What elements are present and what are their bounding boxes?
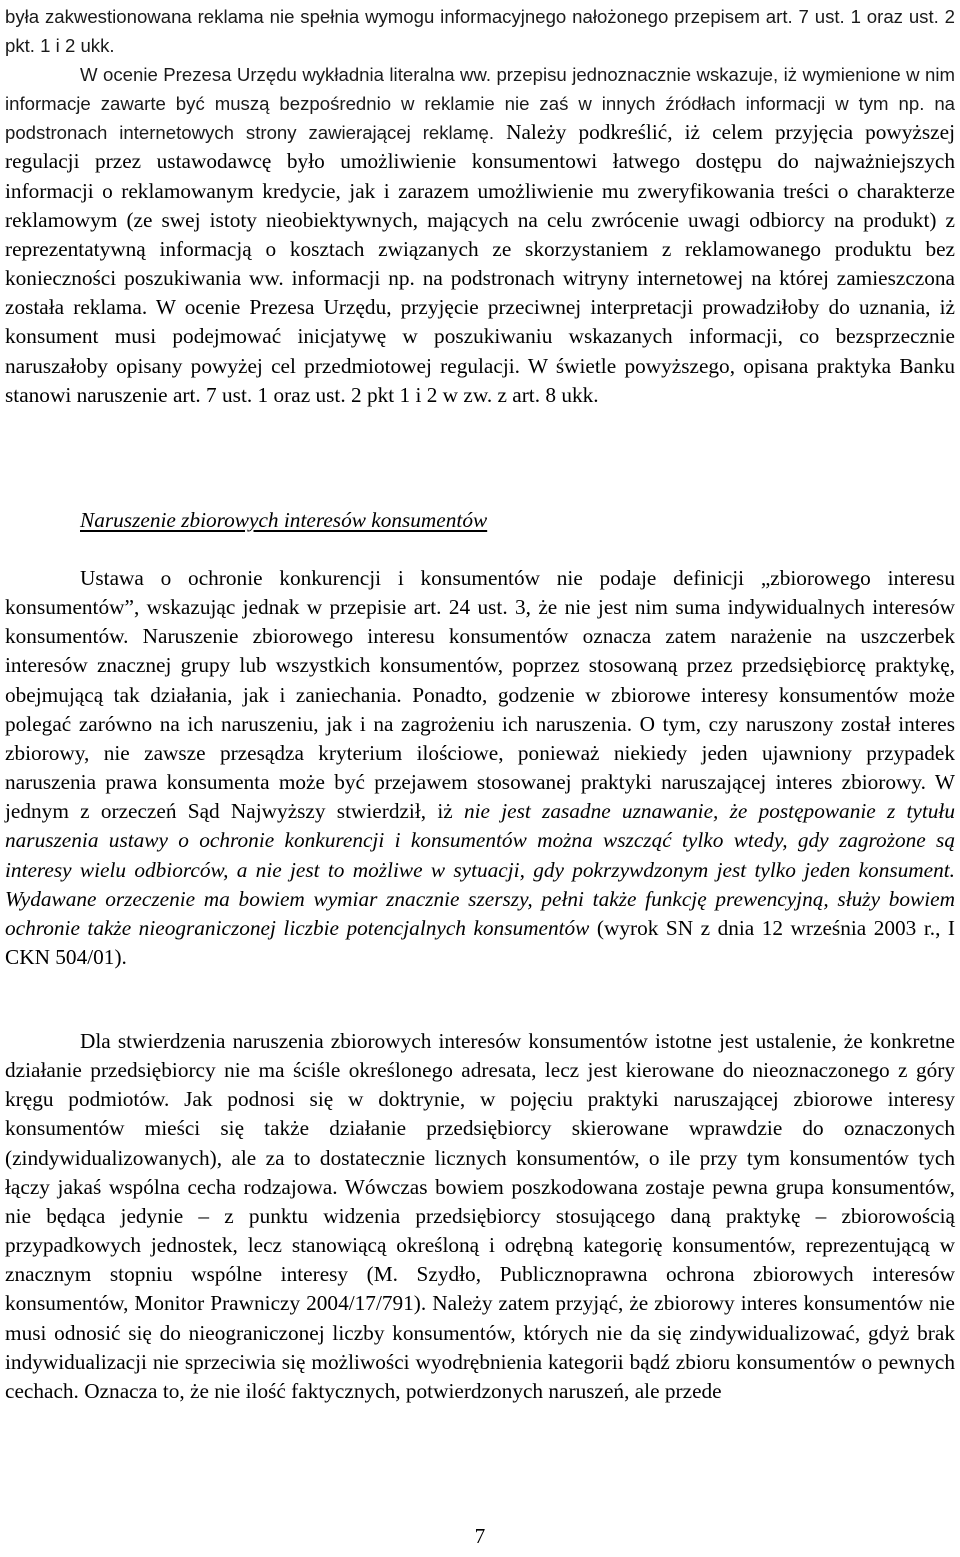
paragraph-collective-interest-criteria (5, 1027, 955, 1406)
paragraph-text: Należy podkreślić, iż celem przyjęcia powyższej regulacji przez ustawodawcę było umożliwienie konsumentowi łatwego dostępu do najważniejszych informacji o reklamowanym kredycie, jak i zarazem umożliwienie mu zweryfikowania treści o charakterze reklamowym (ze swej istoty nieobiektywnych, mających na celu zwrócenie uwagi odbiorcy na produkt) z reprezentatywną informacją o kosztach związanych ze skorzystaniem z reklamowanego produktu bez konieczności poszukiwania ww. informacji np. na podstronach witryny internetowej na której zamieszczona została reklama. W ocenie Prezesa Urzędu, przyjęcie przeciwnej interpretacji prowadziłoby do uznania, iż konsument musi podejmować inicjatywę w poszukiwaniu wskazanych informacji, co bezsprzecznie naruszałoby opisany powyżej cel przedmiotowej regulacji. W świetle powyższego, opisana praktyka Banku stanowi naruszenie art. 7 ust. 1 oraz ust. 2 pkt 1 i 2 w zw. z art. 8 ukk. (5, 120, 955, 407)
paragraph-text: Dla stwierdzenia naruszenia zbiorowych interesów konsumentów istotne jest ustalenie, że konkretne działanie przedsiębiorcy nie ma ściśle określonego adresata, lecz jest kierowane do nieoznaczonego z góry kręgu podmiotów. Jak podnosi się w doktrynie, w pojęciu praktyki naruszającej zbiorowe interesy konsumentów mieści się także działanie przedsiębiorcy skierowane wprawdzie do oznaczonych (zindywidualizowanych), ale za to dostatecznie licznych konsumentów, o ile przy tym konsumentów tych łączy jakaś wspólna cecha rodzajowa. Wówczas bowiem poszkodowana zostaje pewna grupa konsumentów, nie będąca jedynie – z punktu widzenia przedsiębiorcy stosującego daną praktykę – zbiorowością przypadkowych jednostek, lecz stanowiącą określoną i odrębną kategorię konsumentów, reprezentującą w znacznym stopniu wspólne interesy (M. Szydło, Publicznoprawna ochrona zbiorowych interesów konsumentów, Monitor Prawniczy 2004/17/791). Należy zatem przyjąć, że zbiorowy interes konsumentów nie musi odnosić się do nieograniczonej liczby konsumentów, których nie da się zindywidualizować, gdyż brak indywidualizacji nie sprzeciwia się możliwości wyodrębnienia kategorii bądź zbioru konsumentów o pewnych cechach. Oznacza to, że nie ilość faktycznych, potwierdzonych naruszeń, ale przede (5, 1029, 955, 1403)
paragraph-text: Ustawa o ochronie konkurencji i konsumentów nie podaje definicji „zbiorowego interesu konsumentów”, wskazując jednak w przepisie art. 24 ust. 3, że nie jest nim suma indywidualnych interesów konsumentów. Naruszenie zbiorowego interesu konsumentów oznacza zatem narażenie na uszczerbek interesów znacznej grupy lub wszystkich konsumentów, poprzez stosowaną przez przedsiębiorcę praktykę, obejmującą tak działania, jak i zaniechania. Ponadto, godzenie w zbiorowe interesy konsumentów może polegać zarówno na ich naruszeniu, jak i na zagrożeniu ich naruszenia. O tym, czy naruszony został interes zbiorowy, nie zawsze przesądza kryterium ilościowe, ponieważ niekiedy jeden ujawniony przypadek naruszenia prawa konsumenta może być przejawem stosowanej praktyki naruszającej interes zbiorowy. W jednym z orzeczeń Sąd Najwyższy stwierdził, iż (5, 566, 955, 824)
paragraph-continuation (5, 2, 955, 60)
paragraph-text: była zakwestionowana reklama nie spełnia wymogu informacyjnego nałożonego przepisem art. 7 ust. 1 oraz ust. 2 pkt. 1 i 2 ukk. (5, 6, 955, 57)
paragraph-advertising-interpretation (5, 60, 955, 410)
section-heading: Naruszenie zbiorowych interesów konsumentów (80, 508, 488, 532)
court-citation: (wyrok SN z dnia 12 września 2003 r., I CKN 504/01). (5, 915, 955, 970)
paragraph-collective-interest-definition (5, 564, 955, 972)
paragraph-text-sans: W ocenie Prezesa Urzędu wykładnia literalna ww. przepisu jednoznacznie wskazuje, iż wymienione w nim informacje zawarte być muszą bezpośrednio w reklamie nie zaś w innych źródłach informacji w tym np. na podstronach internetowych strony zawierającej reklamę. (5, 64, 955, 144)
court-quote: nie jest zasadne uznawanie, że postępowanie z tytułu naruszenia ustawy o ochronie konkurencji i konsumentów można wszcząć tylko wtedy, gdy zagrożone są interesy wielu odbiorców, a nie jest to możliwe w sytuacji, gdy pokrzywdzonym jest tylko jeden konsument. Wydawane orzeczenie ma bowiem wymiar znacznie szerszy, pełni także funkcję prewencyjną, służy bowiem ochronie także nieograniczonej liczbie potencjalnych konsumentów (5, 799, 955, 940)
page-number: 7 (474, 1524, 486, 1548)
document-page (5, 0, 955, 1557)
